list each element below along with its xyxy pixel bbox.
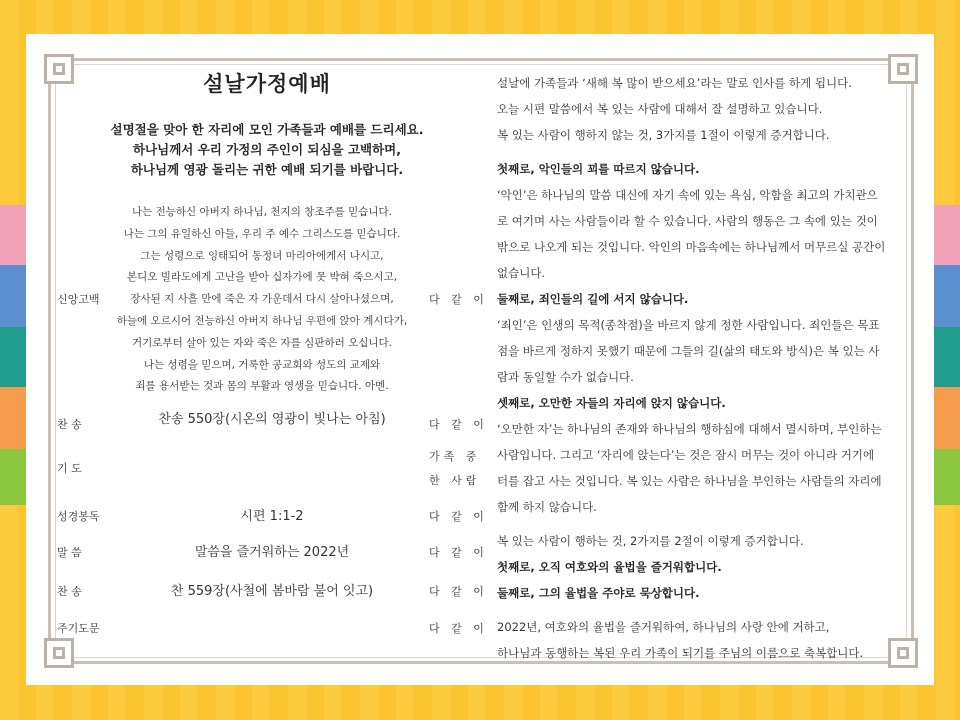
sermon-intro-line: 복 있는 사람이 행하지 않는 것, 3가지를 1절이 이렇게 증거합니다. bbox=[497, 128, 830, 142]
sermon-intro-line: 설날에 가족들과 ‘새해 복 많이 받으세요’라는 말로 인사를 하게 됩니다. bbox=[497, 76, 852, 90]
order-content-hymn-2: 찬 559장(사철에 봄바람 불어 잇고) bbox=[170, 584, 374, 599]
order-response-hymn-2: 다 같 이 bbox=[429, 585, 488, 598]
creed-line: 장사된 지 사흘 만에 죽은 자 가운데서 다시 살아나셨으며, bbox=[130, 293, 394, 306]
order-label-lords-prayer: 주기도문 bbox=[57, 622, 100, 635]
sermon-intro-line: 오늘 시편 말씀에서 복 있는 사람에 대해서 잘 설명하고 있습니다. bbox=[497, 102, 823, 116]
creed-line: 그는 성령으로 잉태되어 동정녀 마리아에게서 나시고, bbox=[140, 249, 384, 262]
creed-line: 하늘에 오르시어 전능하신 아버지 하나님 우편에 앉아 계시다가, bbox=[116, 314, 408, 327]
intro-text bbox=[57, 120, 477, 180]
order-response-hymn: 다 같 이 bbox=[429, 418, 488, 431]
sermon-column bbox=[497, 70, 887, 666]
sermon-mid-line: 복 있는 사람이 행하는 것, 2가지를 2절이 이렇게 증거합니다. bbox=[497, 534, 804, 548]
creed-response: 다 같 이 bbox=[429, 293, 488, 306]
intro-line: 하나님께서 우리 가정의 주인이 되심을 고백하며, bbox=[132, 142, 401, 157]
point-body: ‘악인’은 하나님의 말씀 대신에 자기 속에 있는 욕심, 악함을 최고의 가치관으로 여기며 사는 사람들이라 할 수 있습니다. 사람의 행동은 그 속에 있는 것이 밖으로 나오게 되는 것입니다. 악인의 마음속에는 하나님께서 머무르실 공간이 없습니다. bbox=[497, 188, 886, 280]
creed-label: 신앙고백 bbox=[57, 293, 100, 306]
page-title: 설날가정예배 bbox=[203, 72, 331, 96]
creed-line: 죄를 용서받는 것과 몸의 부활과 영생을 믿습니다. 아멘. bbox=[135, 380, 389, 393]
order-label-hymn: 찬 송 bbox=[57, 418, 82, 431]
order-response-scripture: 다 같 이 bbox=[429, 510, 488, 523]
point-body: ‘죄인’은 인생의 목적(종착점)을 바르지 않게 정한 사람입니다. 죄인들은 목표점을 바르게 정하지 못했기 때문에 그들의 길(삶의 태도와 방식)은 복 있는 사람과 동일할 수가 없습니다. bbox=[497, 318, 880, 384]
order-content-scripture: 시편 1:1-2 bbox=[240, 509, 304, 524]
order-label-prayer: 기 도 bbox=[57, 462, 82, 475]
point-body: ‘오만한 자’는 하나님의 존재와 하나님의 행하심에 대해서 멸시하며, 부인하는 사람입니다. 그리고 ‘자리에 앉는다’는 것은 잠시 머무는 것이 아니라 거기에 터를 잡고 사는 것입니다. 복 있는 사람은 하나님을 부인하는 사람들의 자리에 함께 하지 않습니다. bbox=[497, 422, 882, 514]
apostles-creed bbox=[97, 202, 427, 398]
point-heading: 첫째로, 악인들의 꾀를 따르지 않습니다. bbox=[497, 162, 700, 176]
order-label-scripture: 성경봉독 bbox=[57, 510, 100, 523]
order-response-sermon: 다 같 이 bbox=[429, 546, 488, 559]
creed-line: 나는 전능하신 아버지 하나님, 천지의 창조주를 믿습니다. bbox=[132, 206, 392, 218]
point-heading: 셋째로, 오만한 자들의 자리에 앉지 않습니다. bbox=[497, 396, 726, 410]
order-response-prayer: 가족 중 bbox=[429, 450, 481, 463]
point-heading: 첫째로, 오직 여호와의 율법을 즐거워합니다. bbox=[497, 560, 722, 574]
creed-line: 본디오 빌라도에게 고난을 받아 십자가에 못 박혀 죽으시고, bbox=[126, 271, 398, 284]
creed-line: 나는 성령을 믿으며, 거룩한 공교회와 성도의 교제와 bbox=[143, 358, 381, 371]
order-response-lords-prayer: 다 같 이 bbox=[429, 622, 488, 635]
order-label-sermon: 말 씀 bbox=[57, 546, 82, 559]
frame-corner-ornament bbox=[888, 54, 918, 84]
intro-line: 설명절을 맞아 한 자리에 모인 가족들과 예배를 드리세요. bbox=[110, 122, 424, 137]
point-heading: 둘째로, 죄인들의 길에 서지 않습니다. bbox=[497, 292, 689, 306]
order-content-sermon: 말씀을 즐거워하는 2022년 bbox=[194, 545, 350, 560]
creed-line: 나는 그의 유일하신 아들, 우리 주 예수 그리스도를 믿습니다. bbox=[123, 227, 401, 240]
point-heading: 둘째로, 그의 율법을 주야로 묵상합니다. bbox=[497, 586, 700, 600]
closing-line: 2022년, 여호와의 율법을 즐거워하여, 하나님의 사랑 안에 거하고, bbox=[497, 620, 830, 634]
order-response-prayer-2: 한 사람 bbox=[429, 474, 481, 487]
order-label-hymn-2: 찬 송 bbox=[57, 585, 82, 598]
frame-corner-ornament bbox=[888, 638, 918, 668]
frame-corner-ornament bbox=[44, 638, 74, 668]
order-content-hymn: 찬송 550장(시온의 영광이 빛나는 아침) bbox=[158, 412, 386, 427]
intro-line: 하나님께 영광 돌리는 귀한 예배 되기를 바랍니다. bbox=[130, 162, 404, 177]
closing-line: 하나님과 동행하는 복된 우리 가족이 되기를 주님의 이름으로 축복합니다. bbox=[497, 646, 864, 660]
creed-line: 거기로부터 살아 있는 자와 죽은 자를 심판하러 오십니다. bbox=[132, 336, 392, 349]
